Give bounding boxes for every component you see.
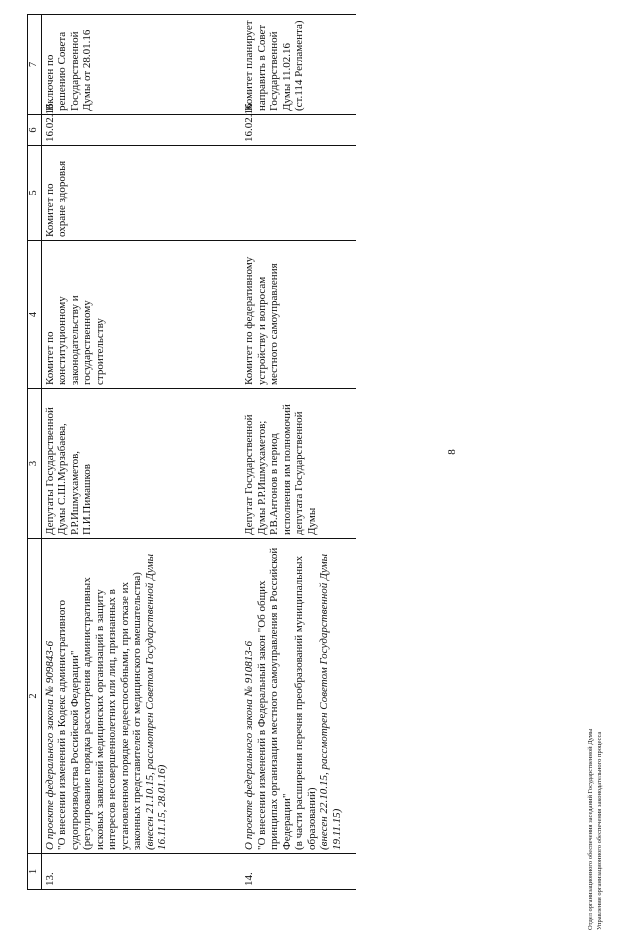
agenda-table-rotated: [27, 15, 357, 890]
co-committee-cell: [241, 146, 356, 241]
header-col-7: 7: [28, 15, 42, 115]
row-number: 14.: [241, 854, 356, 890]
responsible-committee-cell: Комитет по конституционному законодательству и государственному строительству: [41, 241, 241, 389]
bill-description: (в части расширения перечня преобразований муниципальных образований): [293, 555, 318, 850]
responsible-committee-cell: Комитет по федеративному устройству и вопросам местного самоуправления: [241, 241, 356, 389]
table-row: [41, 15, 241, 890]
table-row: [241, 15, 356, 890]
agenda-table: [27, 14, 356, 890]
authors-cell: Депутаты Государственной Думы С.Ш.Мурзабаева, Р.Р.Ишмухаметов, П.И.Пимашков: [41, 389, 241, 539]
co-committee-cell: Комитет по охране здоровья: [41, 146, 241, 241]
bill-title: "О внесении изменений в Кодекс административного судопроизводства Российской Федерации": [56, 600, 81, 850]
footer-line-2: Управления организационного обеспечения законодательного процесса: [596, 731, 603, 930]
bill-lead: О проекте федерального закона № 910813-6: [243, 641, 255, 850]
header-col-6: 6: [28, 115, 42, 146]
date-cell: 16.02.16: [241, 115, 356, 146]
header-col-3: 3: [28, 389, 42, 539]
bill-note: (внесен 22.10.15, рассмотрен Советом Государственной Думы 19.11.15): [318, 553, 343, 850]
bill-title: "О внесении изменений в Федеральный закон "Об общих принципах организации местного самоуправления в Российской Федерации": [255, 547, 293, 850]
footer: [586, 610, 610, 930]
date-cell: 16.02.16: [41, 115, 241, 146]
status-cell: Включен по решению Совета Государственной Думы от 28.01.16: [41, 15, 241, 115]
authors-cell: Депутат Государственной Думы Р.Р.Ишмухаметов; Р.В.Антонов в период исполнения им полномочий депутата Государственной Думы: [241, 389, 356, 539]
header-col-5: 5: [28, 146, 42, 241]
bill-cell: [41, 539, 241, 854]
bill-cell: [241, 539, 356, 854]
header-row: [28, 15, 42, 890]
header-col-2: 2: [28, 539, 42, 854]
header-col-4: 4: [28, 241, 42, 389]
agenda-table-wrapper: [27, 15, 357, 890]
bill-note: (внесен 21.10.15, рассмотрен Советом Государственной Думы 16.11.15, 28.01.16): [143, 553, 168, 850]
bill-lead: О проекте федерального закона № 909843-6: [43, 641, 56, 850]
status-cell: Комитет планирует направить в Совет Государственной Думы 11.02.16 (ст.114 Регламента): [241, 15, 356, 115]
page-number: 8: [446, 449, 458, 455]
header-col-1: 1: [28, 854, 42, 890]
row-number: 13.: [41, 854, 241, 890]
footer-line-1: Отдел организационного обеспечения заседаний Государственной Думы: [587, 728, 594, 930]
bill-description: (регулирование порядка рассмотрения административных исковых заявлений медицинских организаций в защиту интересов несовершеннолетних или лиц, признанных в установленном порядке недееспособными, при отказе их законных представителей от медицинского вмешательства): [81, 572, 143, 850]
